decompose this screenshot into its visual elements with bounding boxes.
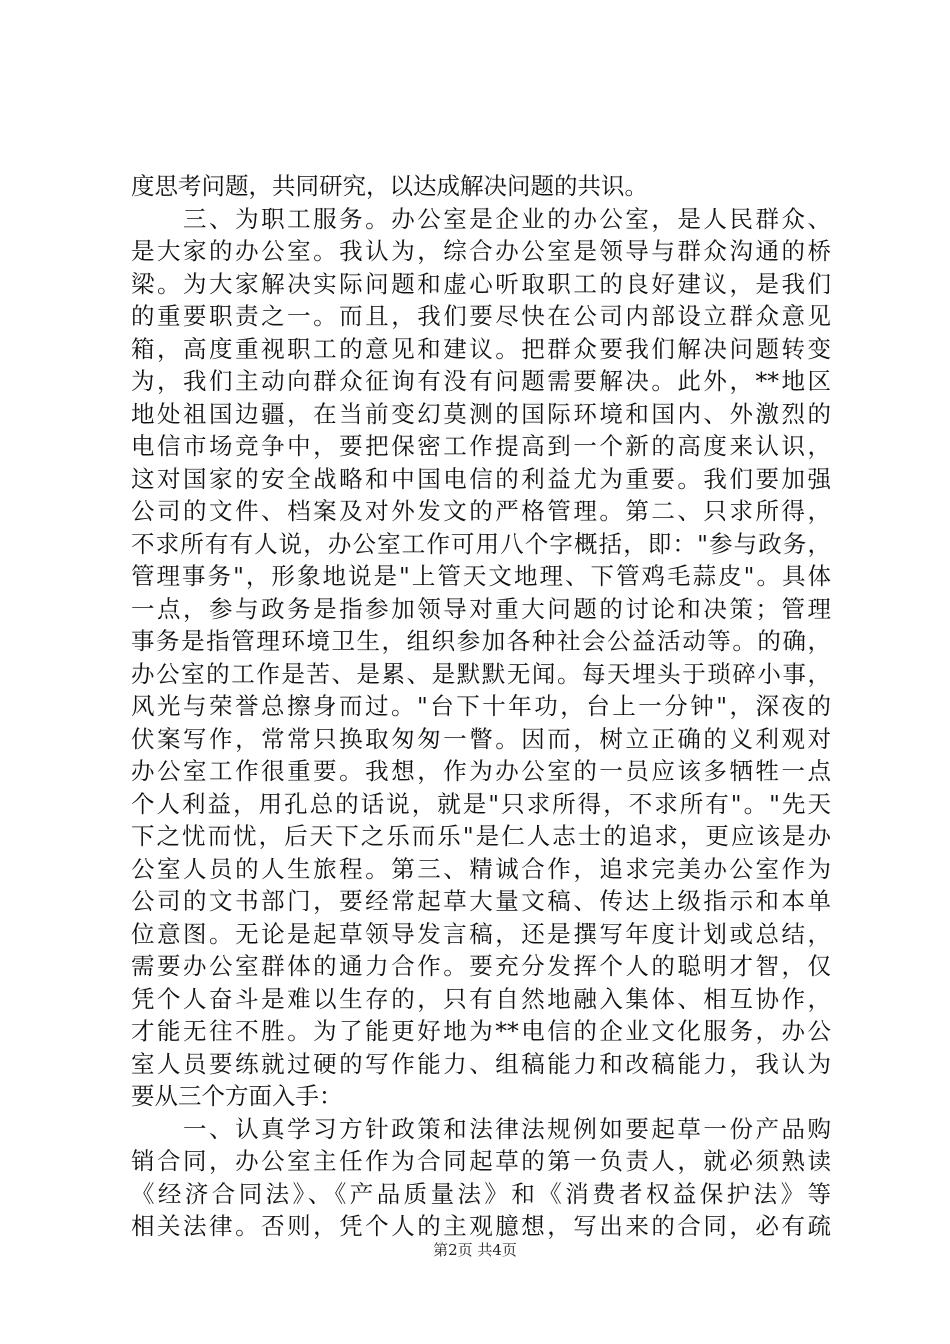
text-line: 个人利益，用孔总的话说，就是"只求所得，不求所有"。"先天 [131,789,831,818]
text-line: 箱，高度重视职工的意见和建议。把群众要我们解决问题转变 [131,334,831,363]
body-text [131,170,831,1243]
text-line: 三、为职工服务。办公室是企业的办公室，是人民群众、 [131,204,831,233]
text-line: 不求所有有人说，办公室工作可用八个字概括，即："参与政务， [131,529,831,558]
text-line: 位意图。无论是起草领导发言稿，还是撰写年度计划或总结， [131,919,831,948]
text-line: 办公室的工作是苦、是累、是默默无闻。每天埋头于琐碎小事， [131,659,831,688]
page-footer: 第2页 共4页 [433,1241,517,1259]
text-line: 要从三个方面入手： [131,1082,343,1110]
text-line: 才能无往不胜。为了能更好地为**电信的企业文化服务，办公 [131,1017,831,1045]
text-line: 伏案写作，常常只换取匆匆一瞥。因而，树立正确的义利观对 [131,724,831,753]
text-line: 公司的文书部门，要经常起草大量文稿、传达上级指示和本单 [131,887,831,915]
text-line: 办公室工作很重要。我想，作为办公室的一员应该多牺牲一点 [131,757,831,785]
text-line: 公司的文件、档案及对外发文的严格管理。第二、只求所得， [131,497,831,525]
text-line: 需要办公室群体的通力合作。要充分发挥个人的聪明才智，仅 [131,952,831,980]
text-line: 下之忧而忧，后天下之乐而乐"是仁人志士的追求，更应该是办 [131,822,831,850]
text-line: 凭个人奋斗是难以生存的，只有自然地融入集体、相互协作， [131,984,831,1013]
text-line: 公室人员的人生旅程。第三、精诚合作，追求完美办公室作为 [131,854,831,883]
text-line: 是大家的办公室。我认为，综合办公室是领导与群众沟通的桥 [131,237,831,265]
text-line: 管理事务"，形象地说是"上管天文地理、下管鸡毛蒜皮"。具体 [131,562,831,590]
text-line: 为，我们主动向群众征询有没有问题需要解决。此外，**地区 [131,367,831,395]
text-line: 事务是指管理环境卫生，组织参加各种社会公益活动等。的确， [131,627,831,655]
text-line: 室人员要练就过硬的写作能力、组稿能力和改稿能力，我认为 [131,1049,831,1078]
text-line: 《经济合同法》、《产品质量法》和《消费者权益保护法》等 [131,1179,831,1208]
text-line: 电信市场竞争中，要把保密工作提高到一个新的高度来认识， [131,432,831,460]
text-line: 梁。为大家解决实际问题和虚心听取职工的良好建议，是我们 [131,269,831,298]
text-line: 一、认真学习方针政策和法律法规例如要起草一份产品购 [131,1114,831,1143]
text-line: 这对国家的安全战略和中国电信的利益尤为重要。我们要加强 [131,464,831,493]
text-line: 的重要职责之一。而且，我们要尽快在公司内部设立群众意见 [131,302,831,330]
text-line: 度思考问题，共同研究，以达成解决问题的共识。 [131,172,648,200]
text-line: 销合同，办公室主任作为合同起草的第一负责人，就必须熟读 [131,1147,831,1175]
text-line: 地处祖国边疆，在当前变幻莫测的国际环境和国内、外激烈的 [131,399,831,428]
text-line: 相关法律。否则，凭个人的主观臆想，写出来的合同，必有疏 [131,1212,831,1240]
text-line: 风光与荣誉总擦身而过。"台下十年功，台上一分钟"，深夜的 [131,692,831,720]
text-line: 一点，参与政务是指参加领导对重大问题的讨论和决策；管理 [131,594,831,623]
